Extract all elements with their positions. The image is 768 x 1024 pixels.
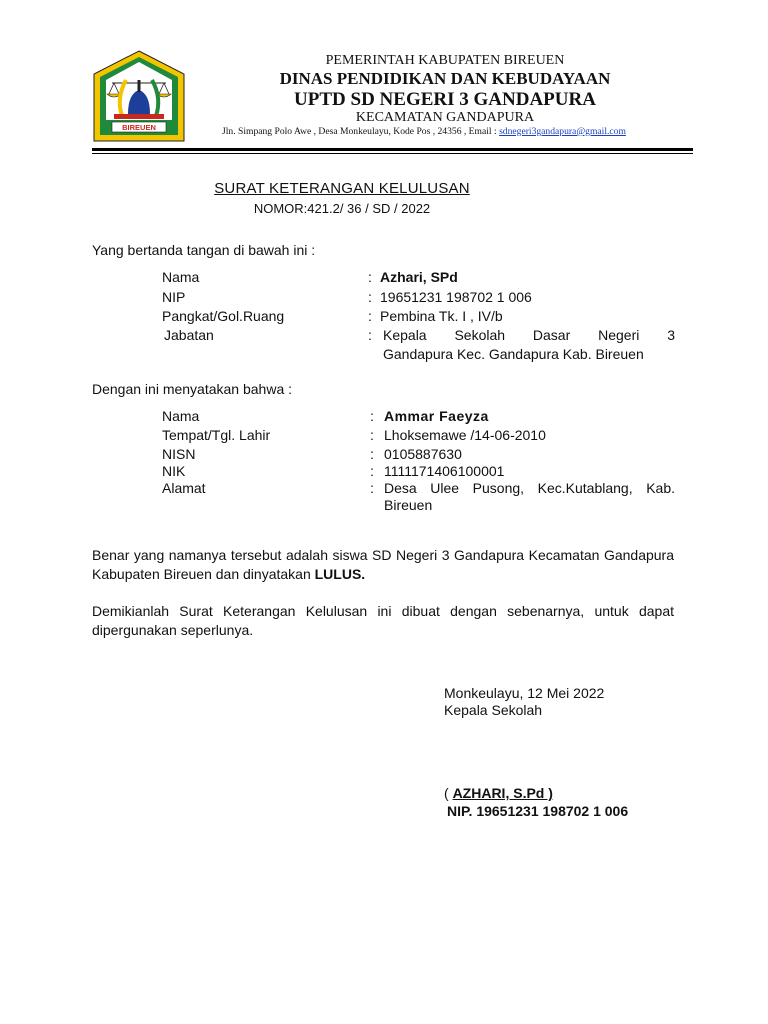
signature-place-date: Monkeulayu, 12 Mei 2022 — [444, 685, 605, 701]
signer-name-label: Nama — [162, 269, 200, 285]
student-intro: Dengan ini menyatakan bahwa : — [92, 381, 293, 397]
signer-position-value: Kepala Sekolah Dasar Negeri 3 — [383, 327, 675, 343]
signer-rank-value: Pembina Tk. I , IV/b — [380, 308, 503, 324]
signature-nip: NIP. 19651231 198702 1 006 — [447, 803, 629, 819]
letterhead-department: DINAS PENDIDIKAN DAN KEBUDAYAAN — [279, 69, 611, 88]
statement-paragraph — [92, 546, 674, 584]
signer-nip-value: 19651231 198702 1 006 — [380, 289, 532, 305]
signer-nip-label: NIP — [162, 289, 186, 305]
signer-name-colon: : — [368, 269, 372, 285]
signer-position-label: Jabatan — [164, 327, 214, 343]
document-number: NOMOR:421.2/ 36 / SD / 2022 — [253, 201, 431, 216]
student-nisn-colon: : — [370, 446, 374, 462]
letterhead-school: UPTD SD NEGERI 3 GANDAPURA — [294, 89, 596, 110]
signer-rank-label: Pangkat/Gol.Ruang — [162, 308, 285, 324]
signature-open-paren: ( — [444, 785, 453, 801]
letterhead-district: KECAMATAN GANDAPURA — [355, 110, 535, 125]
letterhead-rule-thick — [92, 148, 693, 151]
signature-position: Kepala Sekolah — [444, 702, 543, 718]
student-nik-value: 1111171406100001 — [384, 463, 505, 479]
signer-position-value-cont: Gandapura Kec. Gandapura Kab. Bireuen — [383, 346, 644, 362]
signer-nip-colon: : — [368, 289, 372, 305]
graduation-result: LULUS. — [314, 566, 366, 582]
student-name-colon: : — [370, 408, 374, 424]
statement-text: Benar yang namanya tersebut adalah siswa SD Negeri 3 Gandapura Kecamatan Gandapura Kabupaten Bireuen dan dinyatakan — [92, 547, 674, 582]
student-address-value: Desa Ulee Pusong, Kec.Kutablang, Kab. — [384, 480, 675, 496]
closing-paragraph: Demikianlah Surat Keterangan Kelulusan ini dibuat dengan sebenarnya, untuk dapat dipergunakan seperlunya. — [92, 603, 674, 638]
signature-name-value: AZHARI, S.Pd ) — [452, 785, 553, 801]
student-address-colon: : — [370, 480, 374, 496]
bireuen-regency-logo — [92, 50, 186, 142]
student-address-label: Alamat — [162, 480, 206, 496]
email-link[interactable]: sdnegeri3gandapura@gmail.com — [499, 126, 626, 137]
student-name-label: Nama — [162, 408, 200, 424]
student-nik-label: NIK — [162, 463, 186, 479]
student-birth-value: Lhoksemawe /14-06-2010 — [384, 427, 546, 443]
svg-text:BIREUEN: BIREUEN — [122, 123, 156, 132]
signer-rank-colon: : — [368, 308, 372, 324]
student-nisn-label: NISN — [162, 446, 196, 462]
signer-intro: Yang bertanda tangan di bawah ini : — [92, 242, 316, 258]
student-name-value: Ammar Faeyza — [384, 408, 489, 424]
student-nik-colon: : — [370, 463, 374, 479]
signer-position-colon: : — [368, 327, 372, 343]
letterhead-rule-thin — [92, 153, 693, 154]
student-nisn-value: 0105887630 — [384, 446, 462, 462]
signer-name-value: Azhari, SPd — [380, 269, 458, 285]
letterhead-government: PEMERINTAH KABUPATEN BIREUEN — [325, 53, 565, 68]
student-birth-colon: : — [370, 427, 374, 443]
document-title: SURAT KETERANGAN KELULUSAN — [214, 180, 470, 197]
student-address-value-cont: Bireuen — [384, 497, 433, 513]
address-text: Jln. Simpang Polo Awe , Desa Monkeulayu, Kode Pos , 24356 , Email : — [222, 126, 500, 137]
letterhead-address — [222, 126, 626, 137]
student-birth-label: Tempat/Tgl. Lahir — [162, 427, 271, 443]
signature-name — [444, 785, 553, 801]
